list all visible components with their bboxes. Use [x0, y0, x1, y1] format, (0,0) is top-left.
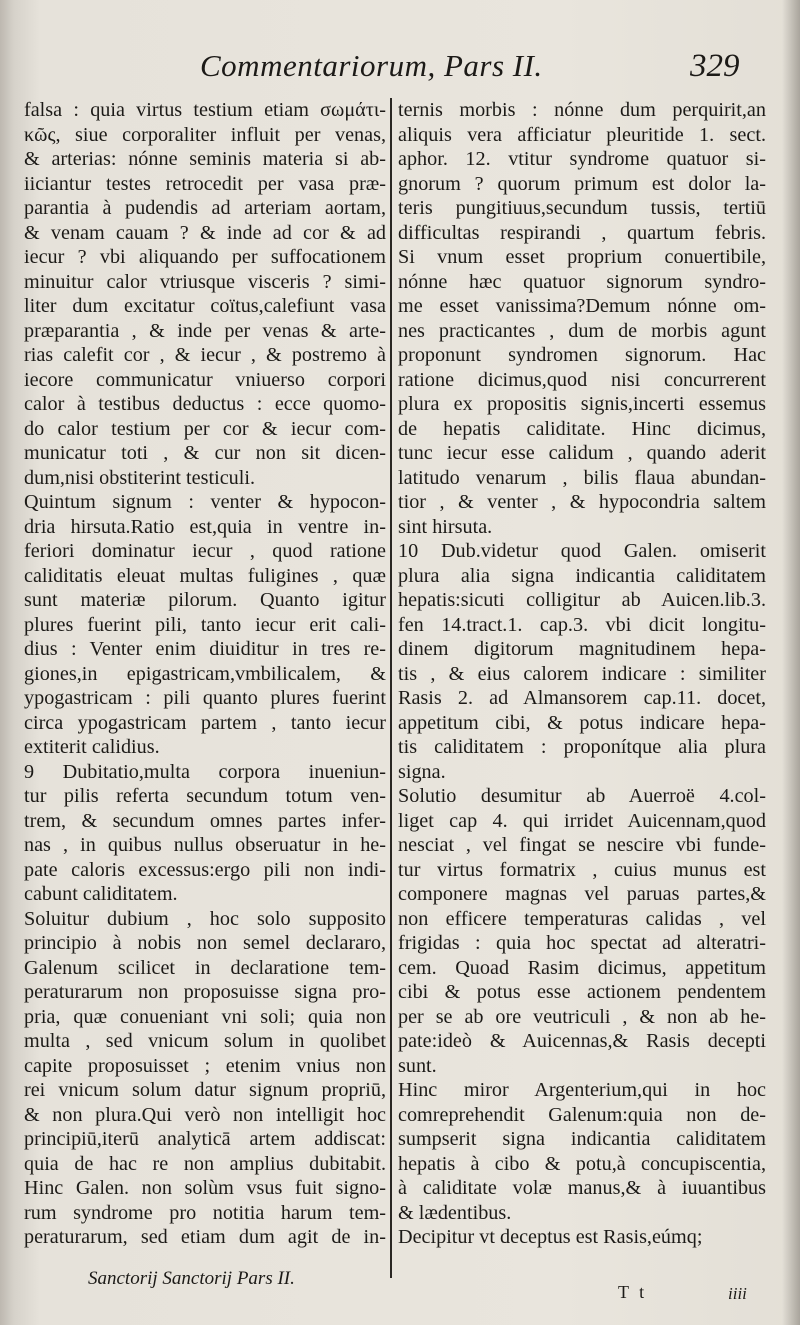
- footer-running-line: Sanctorij Sanctorij Pars II.: [88, 1268, 295, 1289]
- text-line: plures fuerint pili, tanto iecur erit cali-: [24, 613, 386, 636]
- text-line: cabunt caliditatem.: [24, 883, 178, 905]
- text-line: aphor. 12. vtitur syndrome quatuor si-: [398, 148, 766, 170]
- text-line: multa , sed vnicum solum in quolibet: [24, 1030, 386, 1052]
- text-line: 9 Dubitatio,multa corpora inueniun-: [24, 760, 386, 783]
- text-line: nesciat , vel fingat se nescire vbi funde-: [398, 834, 766, 856]
- text-line: Si vnum esset proprium conuertibile,: [398, 246, 766, 268]
- running-head: [0, 44, 800, 88]
- text-line: extiterit calidius.: [24, 736, 160, 758]
- text-line: pate caloris excessus:ergo pili non indi-: [24, 858, 386, 881]
- text-line: dum,nisi obstiterint testiculi.: [24, 466, 256, 489]
- text-line: principiū,iterū analyticā artem addiscat:: [24, 1128, 386, 1150]
- text-line: tis , & eius calorem indicare : similiter: [398, 662, 766, 685]
- signature-mark: T t: [618, 1282, 648, 1302]
- text-line: latitudo venarum , bilis flaua abundan-: [398, 466, 766, 489]
- text-line: teris pungitiuus,secundum tussis, tertiū: [398, 197, 766, 219]
- text-line: rum syndrome pro notitia harum tem-: [24, 1201, 386, 1224]
- text-line: κῶς, siue corporaliter influit per venas,: [24, 123, 386, 146]
- left-text-column: [24, 98, 386, 1250]
- text-line: Hinc Galen. non solùm vsus fuit signo-: [24, 1177, 386, 1199]
- running-title: Commentariorum, Pars II.: [200, 48, 543, 83]
- text-line: falsa : quia virtus testium etiam σωμάτι-: [24, 99, 386, 121]
- text-line: & venam cauam ? & inde ad cor & ad: [24, 221, 386, 244]
- right-text-column: [398, 98, 766, 1250]
- text-line: sumpserit signa indicantia caliditatem: [398, 1128, 766, 1150]
- text-line: me esset vanissima?Demum nónne om-: [398, 295, 766, 317]
- text-line: nas , in quibus nullus obseruatur in he-: [24, 834, 386, 856]
- text-line: & lædentibus.: [398, 1201, 512, 1224]
- text-line: non efficere temperaturas calidas , vel: [398, 907, 766, 930]
- text-line: & non plura.Qui verò non intelligit hoc: [24, 1103, 386, 1126]
- text-line: tis caliditatem : proponítque alia plura: [398, 736, 766, 758]
- text-line: hepatis:sicuti colligitur ab Auicen.lib.3.: [398, 589, 766, 611]
- text-line: à caliditate volæ manus,& à iuuantibus: [398, 1177, 766, 1199]
- text-line: ypogastricam : pili quanto plures fuerint: [24, 687, 386, 709]
- text-line: comreprehendit Galenum:quia non de-: [398, 1103, 766, 1126]
- text-line: frigidas : quia hoc spectat ad alteratri-: [398, 932, 766, 954]
- text-line: tur pilis referta secundum totum ven-: [24, 785, 386, 807]
- text-line: hepatis à cibo & potu,à concupiscentia,: [398, 1152, 766, 1175]
- text-line: difficultas respirandi , quartum febris.: [398, 221, 766, 244]
- text-line: Solutio desumitur ab Auerroë 4.col-: [398, 785, 766, 807]
- text-line: 10 Dub.videtur quod Galen. omiserit: [398, 540, 766, 562]
- text-line: ratione dicimus,quod nisi concurrerent: [398, 368, 766, 391]
- text-line: per se ab ore veutriculi , & non ab he-: [398, 1005, 766, 1028]
- text-line: parantia à pudendis ad arteriam aortam,: [24, 197, 386, 219]
- text-line: pria, quæ conueniant vni soli; quia non: [24, 1005, 386, 1028]
- text-line: tior , & venter , & hypocondria saltem: [398, 491, 766, 513]
- text-line: municatur toti , & cur non sit dicen-: [24, 442, 386, 464]
- text-line: Quintum signum : venter & hypocon-: [24, 491, 386, 513]
- text-line: præparantia , & inde per venas & arte-: [24, 319, 386, 342]
- text-line: Rasis 2. ad Almansorem cap.11. docet,: [398, 687, 766, 709]
- text-line: de hepatis caliditate. Hinc dicimus,: [398, 417, 766, 440]
- text-line: minuitur calor vtriusque visceris ? simi-: [24, 270, 386, 293]
- text-line: nónne hæc quatuor signorum syndro-: [398, 270, 766, 293]
- text-line: pate:ideò & Auicennas,& Rasis decepti: [398, 1030, 766, 1052]
- text-line: feriori dominatur iecur , quod ratione: [24, 540, 386, 562]
- text-line: plura ex propositis signis,incerti essemus: [398, 393, 766, 415]
- text-line: cem. Quoad Rasim dicimus, appetitum: [398, 956, 766, 979]
- text-line: nes practicantes , dum de morbis agunt: [398, 319, 766, 342]
- text-line: circa ypogastricam partem , tanto iecur: [24, 711, 386, 734]
- text-line: caliditatis eleuat multas fuligines , quæ: [24, 564, 386, 587]
- text-line: Galenum scilicet in declaratione tem-: [24, 956, 386, 979]
- text-line: sint hirsuta.: [398, 515, 493, 538]
- text-line: proponunt syndromen signorum. Hac: [398, 344, 766, 366]
- text-line: giones,in epigastricam,vmbilicalem, &: [24, 662, 386, 685]
- text-line: calor à testibus deductus : ecce quomo-: [24, 393, 386, 415]
- text-line: signa.: [398, 760, 446, 783]
- text-line: iiciantur testes retrocedit per vasa præ-: [24, 172, 386, 195]
- text-line: fen 14.tract.1. cap.3. vbi dicit longitu-: [398, 613, 766, 636]
- text-line: trem, & secundum omnes partes infer-: [24, 809, 386, 832]
- text-line: Decipitur vt deceptus est Rasis,eúmq;: [398, 1226, 703, 1248]
- text-line: liget cap 4. qui irridet Auicennam,quod: [398, 809, 766, 832]
- text-line: aliquis vera afficiatur pleuritide 1. sect.: [398, 123, 766, 146]
- text-line: capite proposuisset ; etenim vnius non: [24, 1054, 386, 1077]
- text-line: & arterias: nónne seminis materia si ab-: [24, 148, 386, 170]
- text-line: gnorum ? quorum primum est dolor la-: [398, 172, 766, 195]
- text-line: appetitum cibi, & potus indicare hepa-: [398, 711, 766, 734]
- text-line: peraturarum non proposuisse signa pro-: [24, 981, 386, 1003]
- text-line: Hinc miror Argenterium,qui in hoc: [398, 1079, 766, 1101]
- page-number: 329: [690, 48, 740, 84]
- text-line: sunt materiæ pilorum. Quanto igitur: [24, 589, 386, 611]
- catchword: iiii: [728, 1284, 747, 1303]
- text-line: componere magnas vel paruas partes,&: [398, 883, 766, 905]
- text-line: principio à nobis non semel declararo,: [24, 932, 386, 954]
- text-line: do calor testium per cor & iecur com-: [24, 417, 386, 440]
- text-line: iecore communicatur vniuerso corpori: [24, 368, 386, 391]
- text-line: quia de hac re non amplius dubitabit.: [24, 1152, 386, 1175]
- text-line: tunc iecur esse calidum , quando aderit: [398, 442, 766, 464]
- text-line: Soluitur dubium , hoc solo supposito: [24, 907, 386, 930]
- text-line: cibi & potus esse actionem pendentem: [398, 981, 766, 1003]
- text-line: sunt.: [398, 1054, 437, 1077]
- column-divider: [390, 98, 392, 1278]
- text-line: plura alia signa indicantia caliditatem: [398, 564, 766, 587]
- text-line: ternis morbis : nónne dum perquirit,an: [398, 99, 766, 121]
- text-line: tur virtus formatrix , cuius munus est: [398, 858, 766, 881]
- text-line: rias calefit cor , & iecur , & postremo à: [24, 344, 386, 366]
- text-line: dinem digitorum magnitudinem hepa-: [398, 638, 766, 660]
- text-line: dius : Venter enim diuiditur in tres re-: [24, 638, 386, 660]
- text-line: liter dum excitatur coïtus,calefiunt vasa: [24, 295, 386, 317]
- text-line: dria hirsuta.Ratio est,quia in ventre in-: [24, 515, 386, 538]
- text-line: rei vnicum solum datur signum propriū,: [24, 1079, 386, 1101]
- text-line: peraturarum, sed etiam dum agit de in-: [24, 1226, 386, 1248]
- text-line: iecur ? vbi aliquando per suffocationem: [24, 246, 386, 268]
